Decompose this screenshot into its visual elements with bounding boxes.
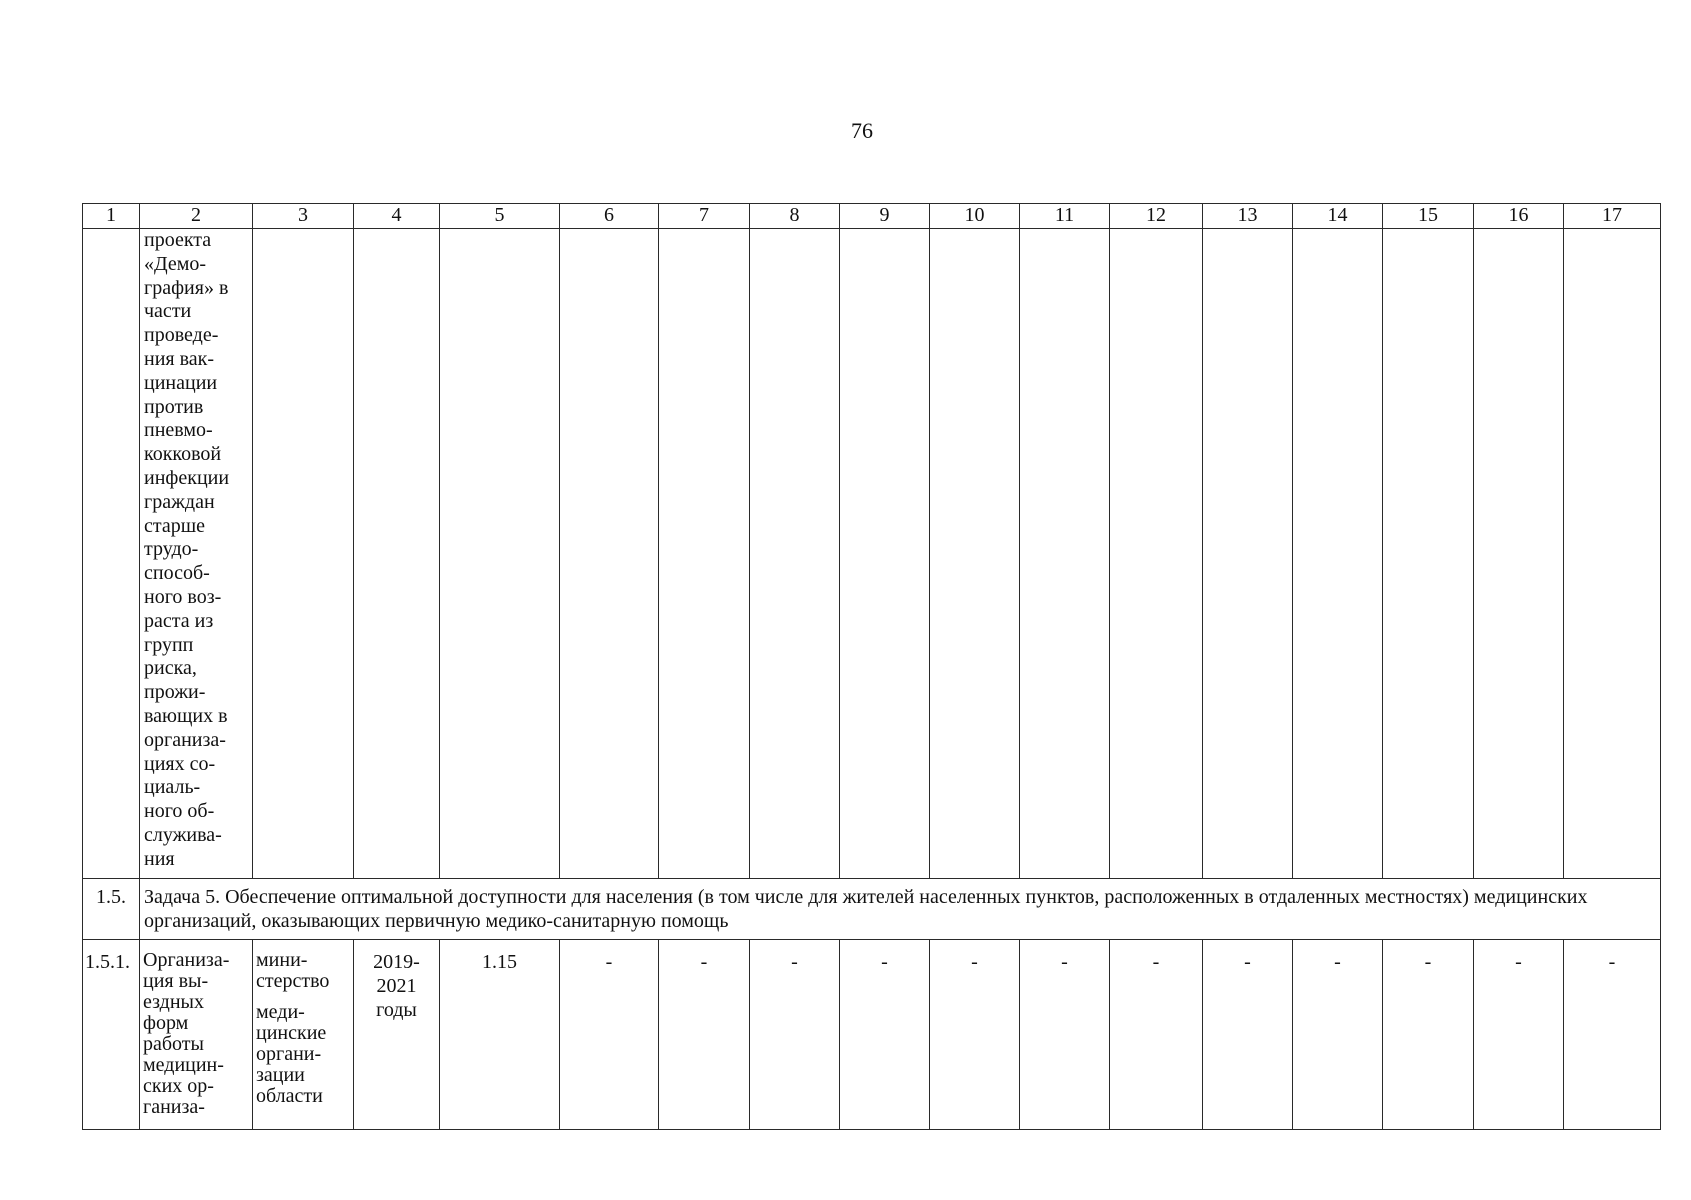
task-number: 1.5. <box>83 879 140 940</box>
table-cell <box>1564 229 1661 879</box>
item-value: - <box>659 940 750 1130</box>
table-cell <box>560 229 659 879</box>
item-number: 1.5.1. <box>83 940 140 1130</box>
table-cell <box>1110 229 1203 879</box>
column-number: 3 <box>253 204 354 229</box>
item-value: - <box>1293 940 1383 1130</box>
executor-ministry: мини- стерство <box>256 949 330 992</box>
table-cell <box>354 229 440 879</box>
column-number: 17 <box>1564 204 1661 229</box>
column-number: 5 <box>440 204 560 229</box>
table-cell <box>1020 229 1110 879</box>
table-cell <box>1383 229 1474 879</box>
table-cell <box>930 229 1020 879</box>
measure-description-continued: проекта «Демо- графия» в части проведе- ния вак- цинации против пневмо- кокковой инфекции граждан старше трудо- способ- ного воз- раста из групп риска, прожи- вающих в организа- циях со- циаль- ного об- служива- ния <box>140 229 253 879</box>
item-value: - <box>930 940 1020 1130</box>
column-number: 4 <box>354 204 440 229</box>
column-number: 2 <box>140 204 253 229</box>
table-cell <box>659 229 750 879</box>
column-number: 7 <box>659 204 750 229</box>
table-cell <box>83 229 140 879</box>
item-value: - <box>840 940 930 1130</box>
column-number: 16 <box>1474 204 1564 229</box>
item-value: - <box>1020 940 1110 1130</box>
item-value: - <box>1474 940 1564 1130</box>
column-number: 14 <box>1293 204 1383 229</box>
item-value: - <box>750 940 840 1130</box>
table-cell <box>1293 229 1383 879</box>
task-row <box>83 879 1661 940</box>
column-number: 10 <box>930 204 1020 229</box>
table-cell <box>253 229 354 879</box>
program-table <box>82 203 1661 1130</box>
column-number-row <box>83 204 1661 229</box>
item-executor <box>253 940 354 1130</box>
table-cell <box>1203 229 1293 879</box>
executor-organizations: меди- цинские органи- зации области <box>256 1001 327 1107</box>
column-number: 13 <box>1203 204 1293 229</box>
table-cell <box>1474 229 1564 879</box>
item-value: - <box>560 940 659 1130</box>
item-value: - <box>1383 940 1474 1130</box>
continuation-row <box>83 229 1661 879</box>
item-indicator: 1.15 <box>440 940 560 1130</box>
column-number: 9 <box>840 204 930 229</box>
item-value: - <box>1564 940 1661 1130</box>
column-number: 1 <box>83 204 140 229</box>
column-number: 8 <box>750 204 840 229</box>
column-number: 15 <box>1383 204 1474 229</box>
item-row <box>83 940 1661 1130</box>
item-value: - <box>1110 940 1203 1130</box>
item-value: - <box>1203 940 1293 1130</box>
table-cell <box>440 229 560 879</box>
column-number: 11 <box>1020 204 1110 229</box>
table-cell <box>840 229 930 879</box>
item-period: 2019- 2021 годы <box>354 940 440 1130</box>
page-number: 76 <box>851 118 873 143</box>
task-title: Задача 5. Обеспечение оптимальной доступности для населения (в том числе для жителей населенных пунктов, расположенных в отдаленных местностях) медицинских организаций, оказывающих первичную медико-санитарную помощь <box>140 879 1661 940</box>
table-cell <box>750 229 840 879</box>
column-number: 12 <box>1110 204 1203 229</box>
column-number: 6 <box>560 204 659 229</box>
item-name: Организа- ция вы- ездных форм работы медицин- ских ор- ганиза- <box>140 940 253 1130</box>
